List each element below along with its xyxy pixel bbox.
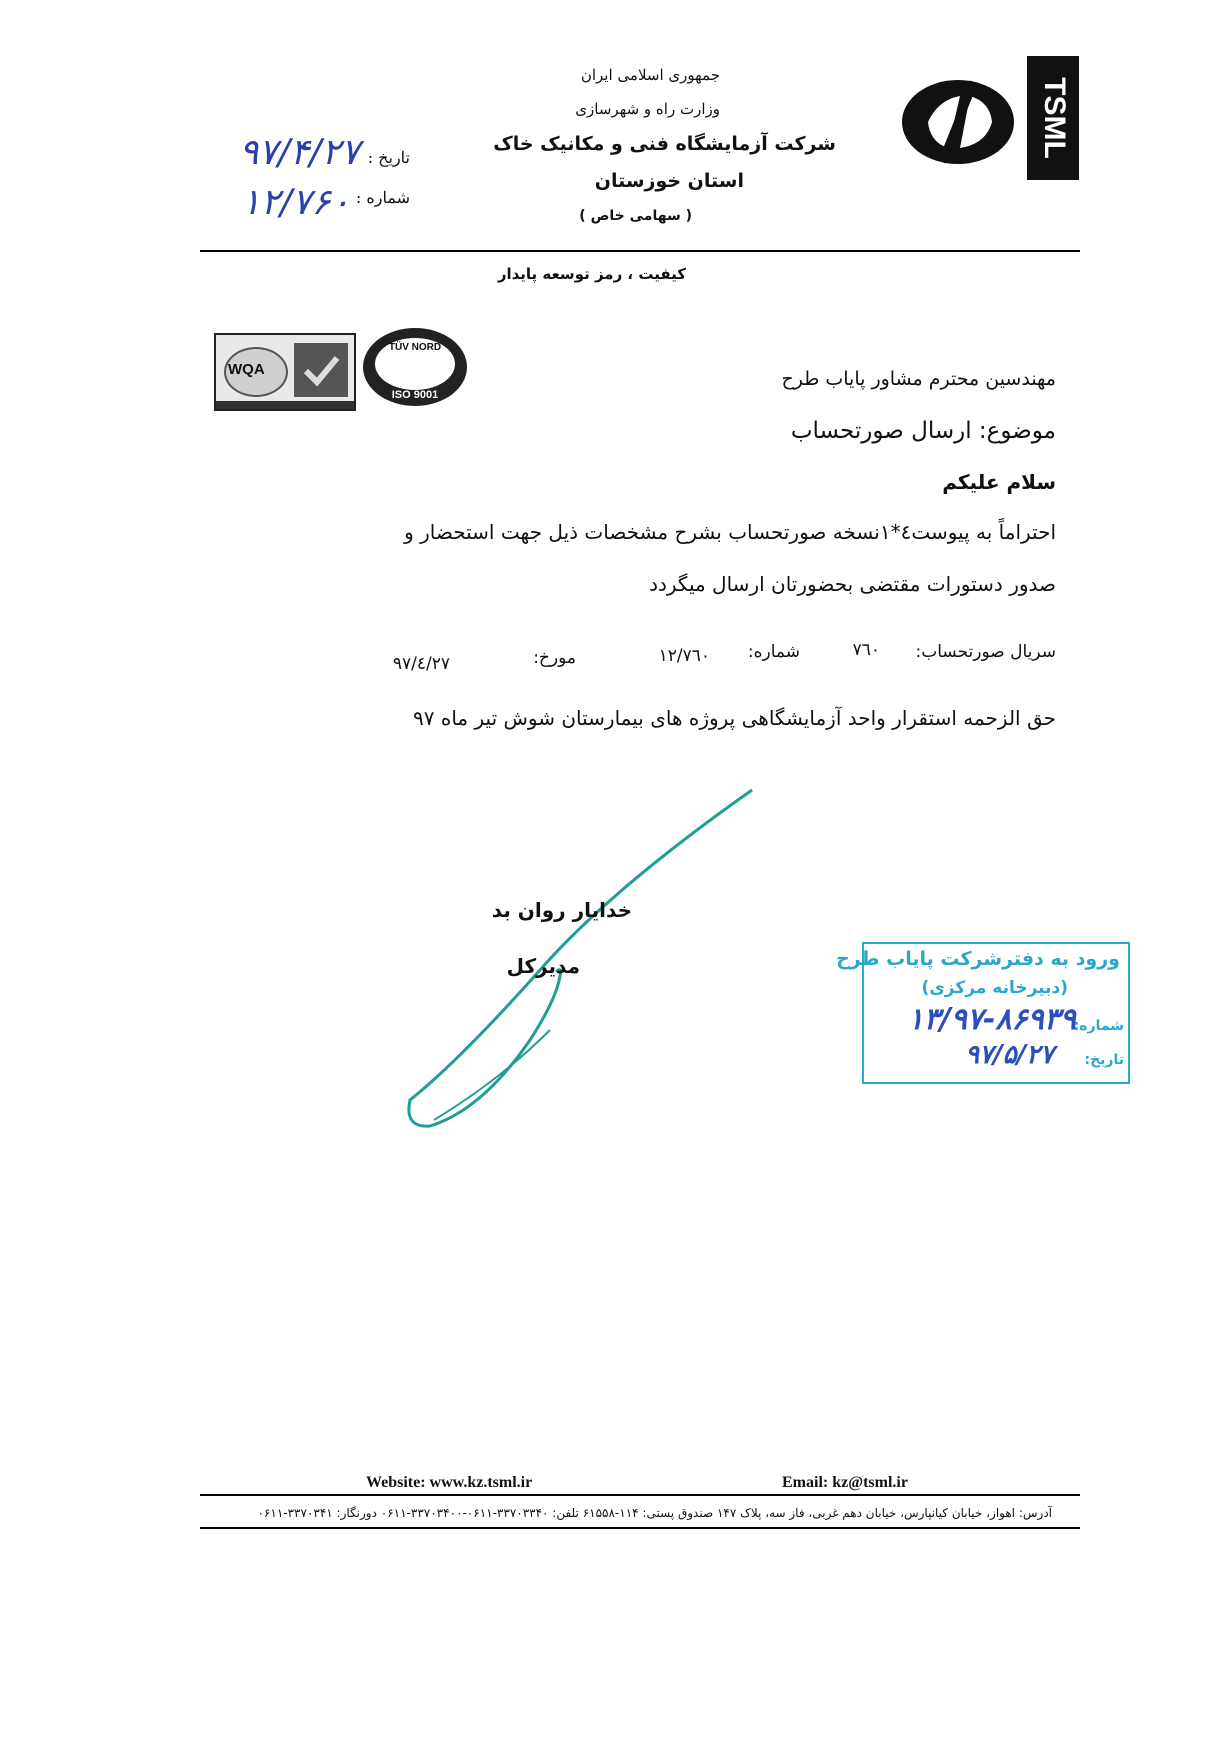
wqa-label: WQA [228, 361, 265, 378]
invoice-serial-label: سریال صورتحساب: [915, 642, 1056, 662]
stamp-line-1: ورود به دفترشرکت پایاب طرح [836, 948, 1120, 970]
footer-address: آدرس: اهواز، خیابان کیانپارس، خیابان دهم غربی، فاز سه، پلاک ۱۴۷ صندوق پستی: ۱۱۴-۶۱۵۵۸ تلفن: ۳۳۷۰۳۳۴۰-۰۶۱۱-۳۳۷۰۳۴۰۰-۰۶۱۱ دورنگار: ۳۳۷۰۳۴۱-۰۶۱۱ [257, 1506, 1052, 1520]
stamp-date-value: ۹۷/۵/۲۷ [965, 1040, 1054, 1070]
reception-stamp [836, 942, 1130, 1084]
greeting: سلام علیکم [942, 470, 1056, 494]
handwritten-date: ۹۷/۴/۲۷ [239, 132, 360, 173]
signatory-title: مدیرکل [506, 954, 580, 978]
logo-text: TSML [1038, 77, 1072, 159]
body-paragraph-line-1: احتراماً به پیوست٤*١نسخه صورتحساب بشرح مشخصات ذیل جهت استحضار و [404, 520, 1056, 544]
invoice-number: ١٢/٧٦٠ [658, 646, 710, 666]
tsml-logo [900, 52, 1080, 184]
stamp-number-label: شماره: [1073, 1018, 1124, 1034]
iso-label: ISO 9001 [391, 389, 439, 401]
stamp-number-value: ۱۳/۹۷-۸۶۹۳۹ [907, 1002, 1076, 1037]
footer-email: Email: kz@tsml.ir [782, 1474, 908, 1491]
stamp-date-label: تاریخ: [1084, 1052, 1124, 1068]
gov-line-1: جمهوری اسلامی ایران [580, 66, 720, 84]
motto: کیفیت ، رمز توسعه پایدار [497, 265, 686, 283]
company-name: شرکت آزمایشگاه فنی و مکانیک خاک [493, 133, 836, 155]
date-label: تاریخ : [367, 148, 410, 167]
addressee: مهندسین محترم مشاور پایاب طرح [781, 368, 1056, 390]
stamp-line-2: (دبیرخانه مرکزی) [921, 978, 1068, 998]
signature [390, 780, 770, 1140]
gov-line-2: وزارت راه و شهرسازی [575, 100, 720, 118]
tuv-label: TÜV NORD [388, 342, 442, 353]
invoice-date-label: مورخ: [533, 648, 576, 668]
closing: خدایار روان بد [491, 898, 632, 922]
invoice-description: حق الزحمه استقرار واحد آزمایشگاهی پروژه های بیمارستان شوش تیر ماه ٩٧ [413, 706, 1056, 730]
header-rule [200, 250, 1080, 252]
check-icon [294, 343, 348, 397]
invoice-number-label: شماره: [747, 642, 800, 662]
body-paragraph-line-2: صدور دستورات مقتضی بحضورتان ارسال میگردد [649, 572, 1056, 596]
province-name: استان خوزستان [594, 170, 744, 192]
footer-website: Website: www.kz.tsml.ir [366, 1474, 533, 1491]
number-label: شماره : [355, 188, 410, 207]
invoice-serial: ٧٦٠ [852, 640, 880, 660]
tuv-iso-cert-logo [360, 326, 470, 408]
handwritten-number: ۱۲/۷۶۰ [241, 182, 350, 223]
footer-rule-bottom [200, 1527, 1080, 1529]
subject: موضوع: ارسال صورتحساب [790, 418, 1056, 444]
wqa-cert-logo [214, 333, 356, 411]
company-type: ( سهامی خاص ) [579, 208, 692, 224]
invoice-date: ٩٧/٤/٢٧ [392, 654, 450, 674]
footer-rule-top [200, 1494, 1080, 1496]
